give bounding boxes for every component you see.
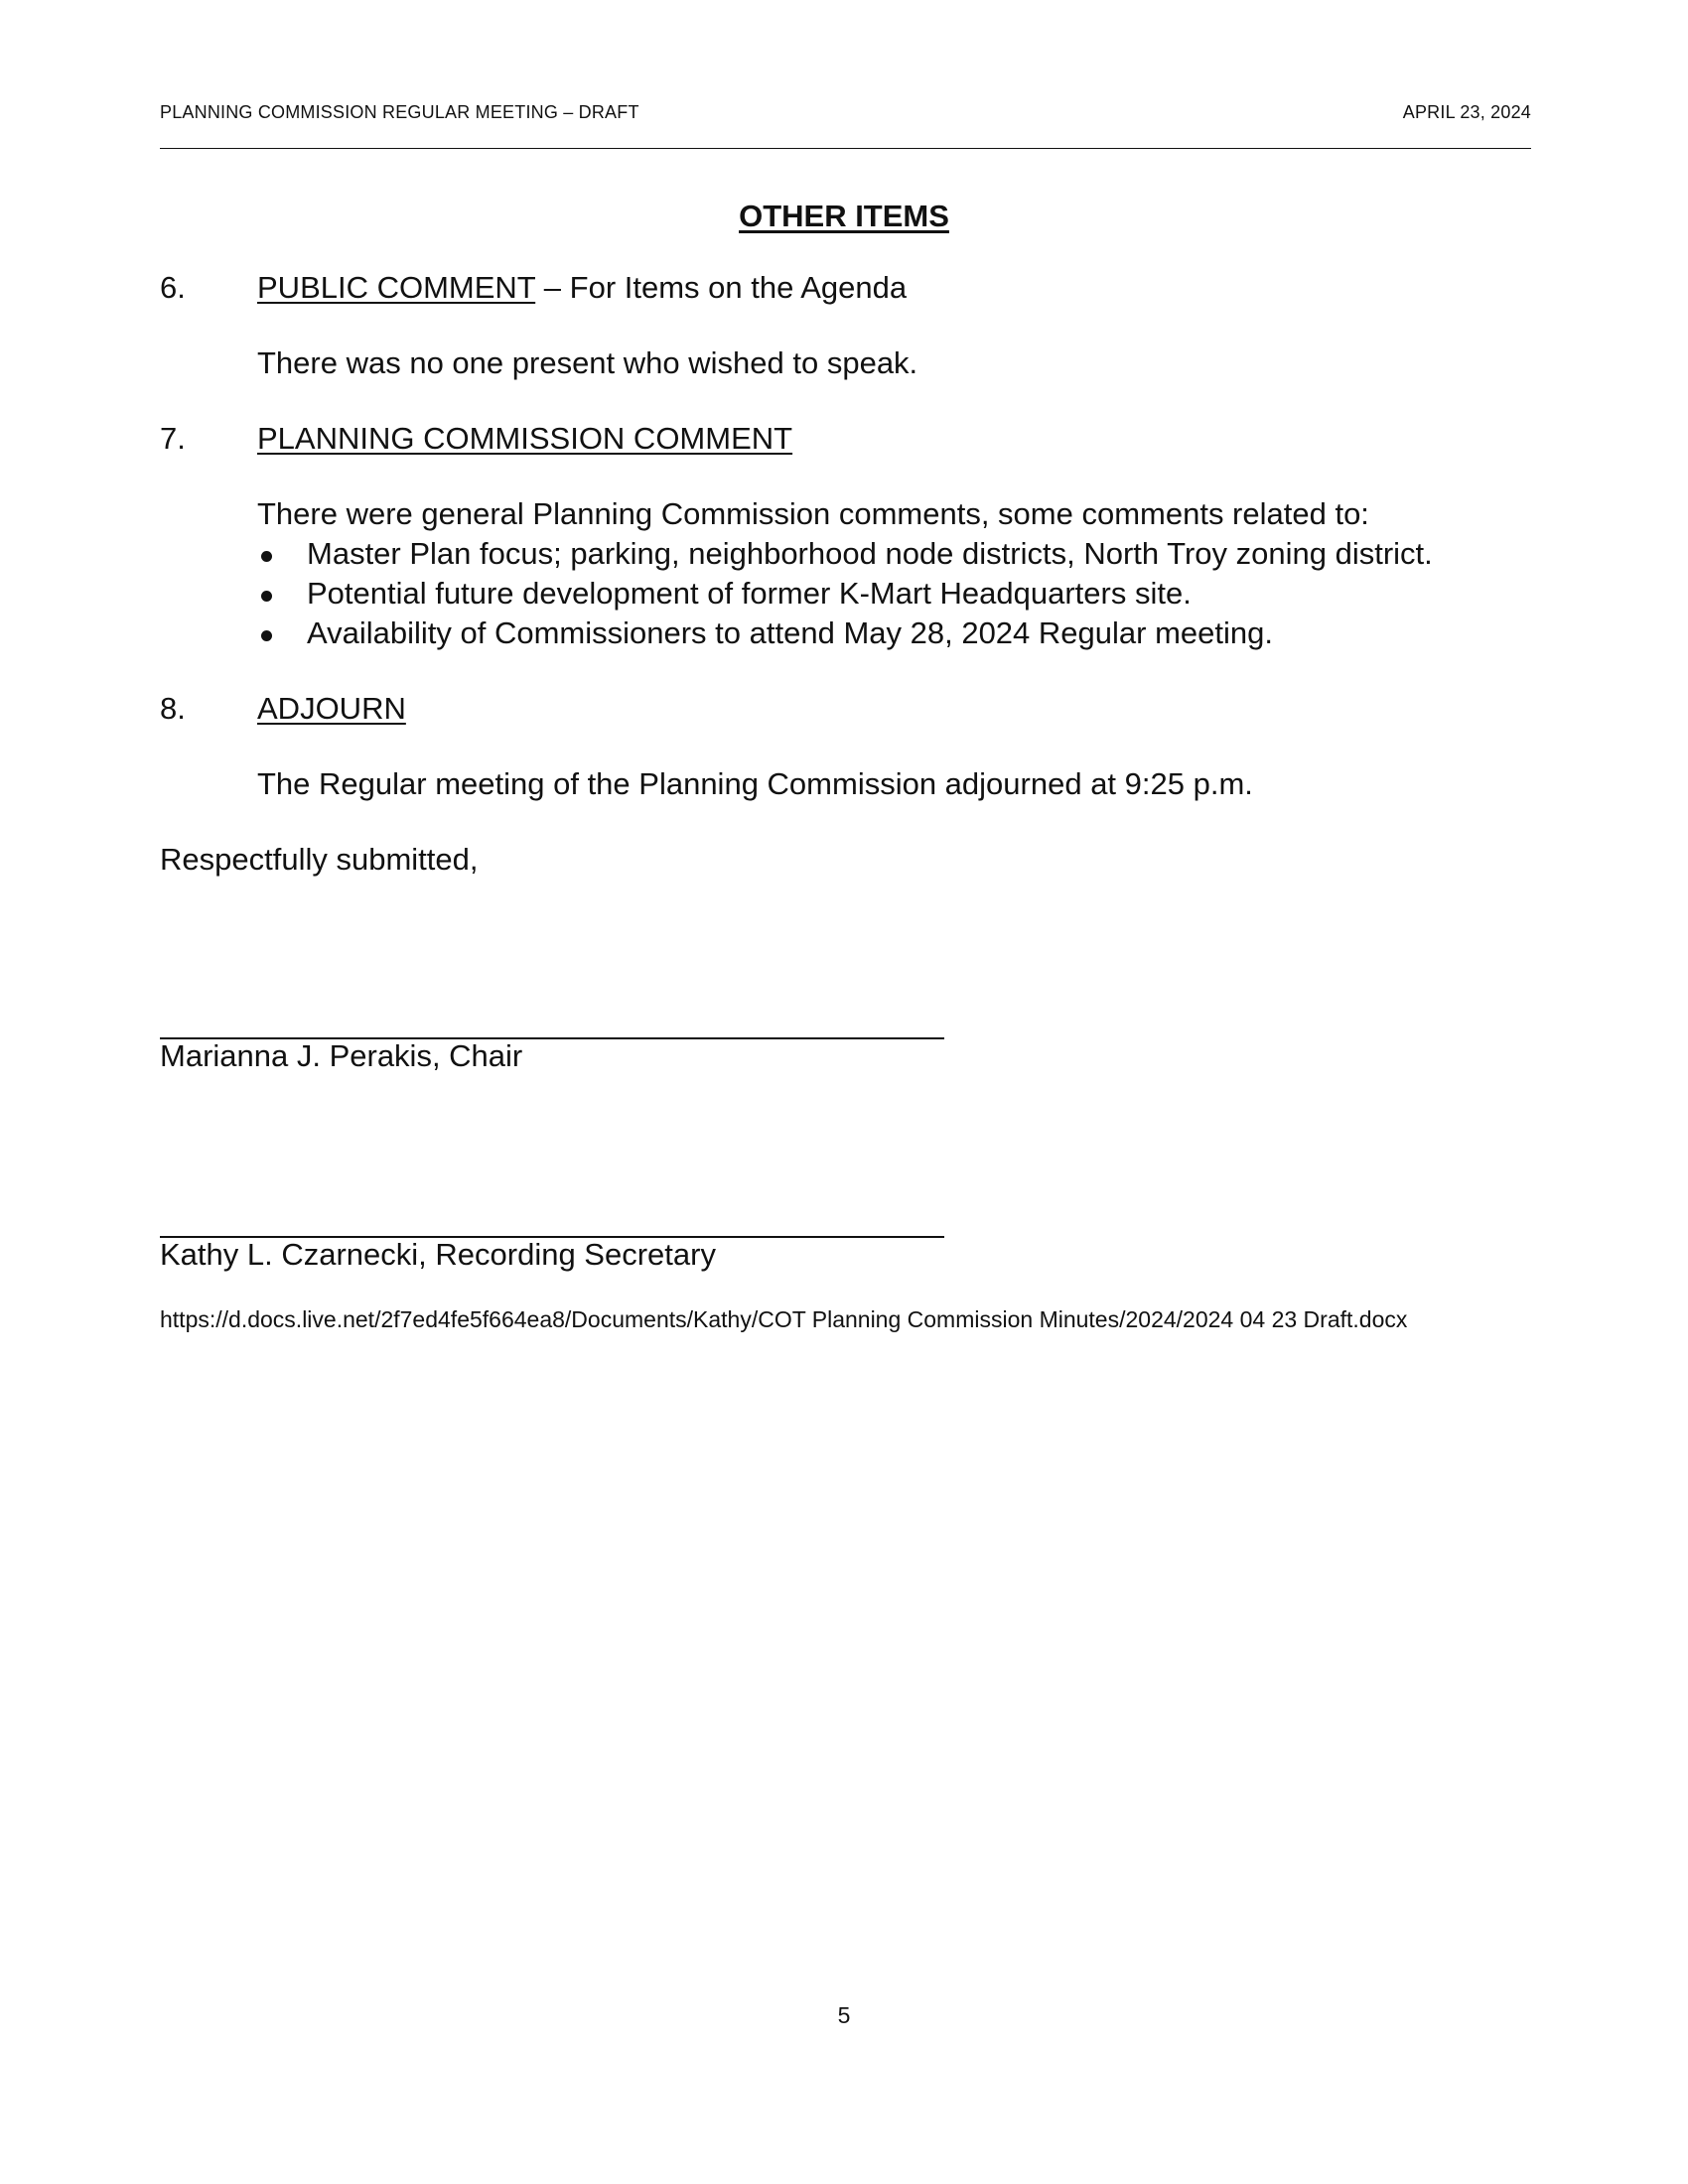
item-number-7: 7. <box>160 421 186 456</box>
page-number: 5 <box>837 2002 851 2028</box>
bullet-icon <box>261 591 272 602</box>
document-header-title: PLANNING COMMISSION REGULAR MEETING – DRAFT <box>160 102 639 122</box>
signature-name-secretary: Kathy L. Czarnecki, Recording Secretary <box>160 1237 716 1272</box>
header-divider <box>160 148 1531 149</box>
signature-name-chair: Marianna J. Perakis, Chair <box>160 1038 523 1073</box>
item-body-public-comment: There was no one present who wished to speak. <box>257 345 918 380</box>
item-body-planning-commission-comment: There were general Planning Commission comments, some comments related to: <box>257 496 1369 531</box>
bullet-text: Potential future development of former K-Mart Headquarters site. <box>307 576 1192 611</box>
item-body-adjourn: The Regular meeting of the Planning Commission adjourned at 9:25 p.m. <box>257 766 1253 801</box>
bullet-text: Availability of Commissioners to attend May 28, 2024 Regular meeting. <box>307 615 1273 650</box>
section-title: OTHER ITEMS <box>739 199 949 233</box>
bullet-icon <box>261 551 272 562</box>
closing-text: Respectfully submitted, <box>160 842 479 877</box>
item-heading-public-comment <box>257 270 907 306</box>
item-number-8: 8. <box>160 691 186 726</box>
bullet-icon <box>261 630 272 641</box>
item-heading-public-comment-suffix: – For Items on the Agenda <box>535 270 908 305</box>
item-heading-adjourn: ADJOURN <box>257 691 406 726</box>
file-path: https://d.docs.live.net/2f7ed4fe5f664ea8/Documents/Kathy/COT Planning Commission Minutes/2024/2024 04 23 Draft.docx <box>160 1306 1408 1332</box>
document-header-date: APRIL 23, 2024 <box>1402 102 1531 122</box>
item-heading-public-comment-label: PUBLIC COMMENT <box>257 270 536 305</box>
bullet-text: Master Plan focus; parking, neighborhood node districts, North Troy zoning district. <box>307 536 1433 571</box>
item-number-6: 6. <box>160 270 186 305</box>
item-heading-planning-commission-comment: PLANNING COMMISSION COMMENT <box>257 421 793 456</box>
